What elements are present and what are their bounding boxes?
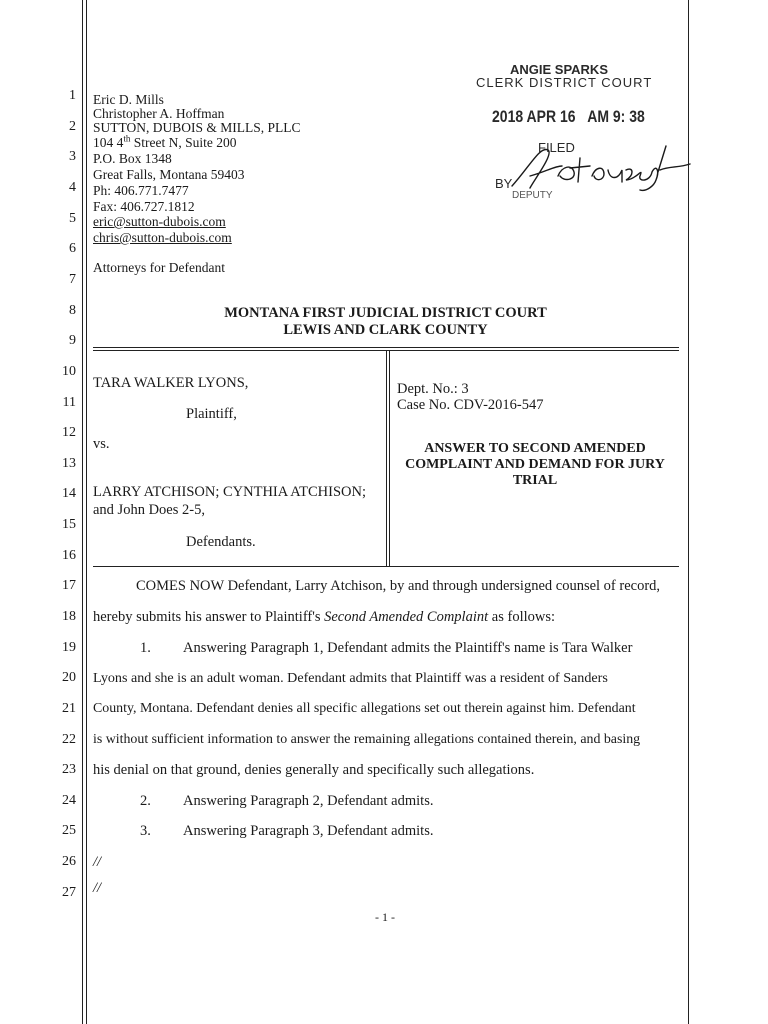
line-number: 23 xyxy=(62,762,76,777)
line-number: 20 xyxy=(62,670,76,685)
line-number: 9 xyxy=(69,333,76,348)
paragraph-number: 3. xyxy=(140,823,151,839)
street-address: 104 4th Street N, Suite 200 xyxy=(93,133,237,150)
line-number: 7 xyxy=(69,272,76,287)
defendants-role: Defendants. xyxy=(186,534,256,550)
line-number: 10 xyxy=(62,364,76,379)
line-number: 15 xyxy=(62,517,76,532)
attorney-name: Eric D. Mills xyxy=(93,92,164,107)
deputy-label: DEPUTY xyxy=(512,190,553,201)
intro-text: COMES NOW Defendant, Larry Atchison, by and through undersigned counsel of record, xyxy=(136,578,661,594)
line-number: 22 xyxy=(62,732,76,747)
attorney-name: Christopher A. Hoffman xyxy=(93,106,225,121)
attorney-role: Attorneys for Defendant xyxy=(93,260,225,275)
po-box: P.O. Box 1348 xyxy=(93,151,172,166)
paragraph-number: 2. xyxy=(140,793,151,809)
clerk-name: ANGIE SPARKS xyxy=(510,62,608,77)
paragraph-text: Lyons and she is an adult woman. Defendant admits that Plaintiff was a resident of Sanders xyxy=(93,670,608,686)
document-title: ANSWER TO SECOND AMENDED xyxy=(424,441,646,456)
line-number: 13 xyxy=(62,456,76,471)
fax: Fax: 406.727.1812 xyxy=(93,199,195,214)
paragraph-text: his denial on that ground, denies generally and specifically such allegations. xyxy=(93,762,535,778)
defendants-names: and John Does 2-5, xyxy=(93,502,205,518)
line-number: 21 xyxy=(62,701,76,716)
line-number: 19 xyxy=(62,640,76,655)
filed-label: FILED xyxy=(538,140,575,155)
caption-bottom-rule xyxy=(93,566,679,567)
line-number: 3 xyxy=(69,149,76,164)
intro-text: hereby submits his answer to Plaintiff's Second Amended Complaint as follows: xyxy=(93,609,556,625)
continuation-mark: // xyxy=(93,880,102,896)
line-number: 25 xyxy=(62,823,76,838)
court-name: MONTANA FIRST JUDICIAL DISTRICT COURT xyxy=(224,305,547,321)
plaintiff-role: Plaintiff, xyxy=(186,406,237,422)
line-number: 18 xyxy=(62,609,76,624)
phone: Ph: 406.771.7477 xyxy=(93,183,189,198)
filed-date: 2018 APR 16 AM 9: 38 xyxy=(492,106,645,126)
continuation-mark: // xyxy=(93,854,102,870)
line-number: 5 xyxy=(69,211,76,226)
paragraph-text: Answering Paragraph 2, Defendant admits. xyxy=(183,793,434,809)
line-number: 27 xyxy=(62,885,76,900)
paragraph-text: County, Montana. Defendant denies all specific allegations set out therein against him. Defendant xyxy=(93,701,636,716)
defendants-names: LARRY ATCHISON; CYNTHIA ATCHISON; xyxy=(93,484,366,500)
left-margin-rule-inner xyxy=(86,0,87,1024)
paragraph-text: Answering Paragraph 1, Defendant admits the Plaintiff's name is Tara Walker xyxy=(183,640,633,656)
versus: vs. xyxy=(93,436,110,452)
case-number: Case No. CDV-2016-547 xyxy=(397,397,544,413)
page-number: - 1 - xyxy=(375,910,395,924)
by-label: BY xyxy=(495,176,513,191)
line-number: 12 xyxy=(62,425,76,440)
document-title: TRIAL xyxy=(512,473,558,488)
plaintiff-name: TARA WALKER LYONS, xyxy=(93,375,249,391)
department-number: Dept. No.: 3 xyxy=(397,381,469,397)
paragraph-number: 1. xyxy=(140,640,151,656)
line-number: 1 xyxy=(69,88,76,103)
line-number: 26 xyxy=(62,854,76,869)
line-number: 24 xyxy=(62,793,76,808)
line-number: 4 xyxy=(69,180,76,195)
line-number: 8 xyxy=(69,303,76,318)
line-number: 2 xyxy=(69,119,76,134)
caption-divider xyxy=(386,350,387,567)
left-margin-rule-outer xyxy=(82,0,83,1024)
line-number: 17 xyxy=(62,578,76,593)
email-link[interactable]: eric@sutton-dubois.com xyxy=(93,214,226,229)
line-number: 11 xyxy=(62,395,76,410)
document-title: COMPLAINT AND DEMAND FOR JURY xyxy=(405,457,665,472)
city-state: Great Falls, Montana 59403 xyxy=(93,167,245,182)
line-number: 14 xyxy=(62,486,76,501)
caption-top-rule xyxy=(93,347,679,348)
law-firm: SUTTON, DUBOIS & MILLS, PLLC xyxy=(93,120,301,135)
clerk-signature xyxy=(500,136,700,206)
line-number: 6 xyxy=(69,241,76,256)
email-link[interactable]: chris@sutton-dubois.com xyxy=(93,230,232,245)
clerk-office: CLERK DISTRICT COURT xyxy=(476,75,653,90)
paragraph-text: Answering Paragraph 3, Defendant admits. xyxy=(183,823,434,839)
line-number: 16 xyxy=(62,548,76,563)
court-county: LEWIS AND CLARK COUNTY xyxy=(283,322,488,338)
paragraph-text: is without sufficient information to answer the remaining allegations contained therein, and basing xyxy=(93,732,641,747)
